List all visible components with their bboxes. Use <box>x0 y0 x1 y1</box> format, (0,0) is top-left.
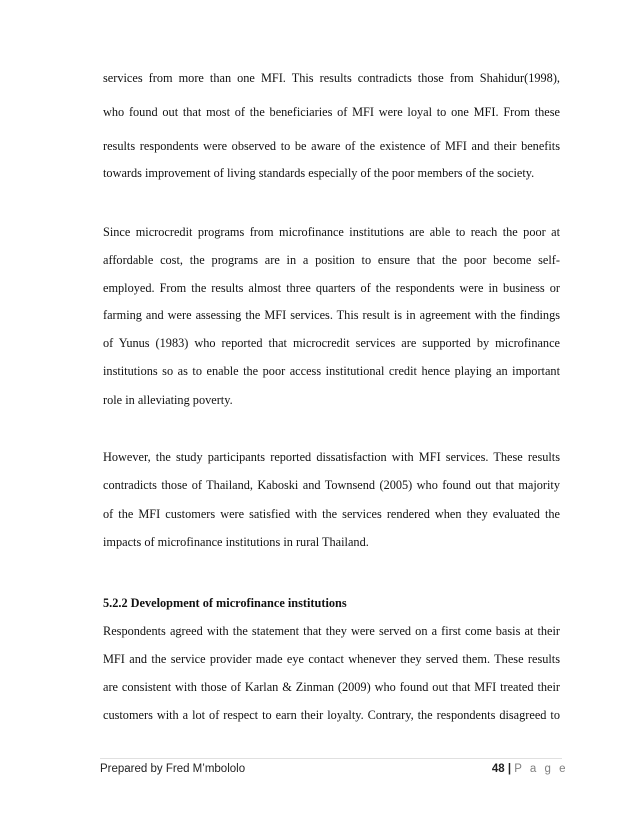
paragraph-2-line-7: role in alleviating poverty. <box>103 393 233 407</box>
footer-author: Prepared by Fred M’mbololo <box>100 763 246 775</box>
footer-divider <box>100 758 562 759</box>
paragraph-2-line-2: affordable cost, the programs are in a position to ensure that the poor become self- <box>103 253 560 267</box>
paragraph-2-line-5: of Yunus (1983) who reported that microcredit services are supported by microfinance <box>103 336 560 350</box>
paragraph-1-line-3: results respondents were observed to be aware of the existence of MFI and their benefits <box>103 139 560 153</box>
section-line-1: Respondents agreed with the statement that they were served on a first come basis at their <box>103 624 560 638</box>
paragraph-3-line-2: contradicts those of Thailand, Kaboski and Townsend (2005) who found out that majority <box>103 478 560 492</box>
page-separator: | <box>507 763 512 775</box>
paragraph-3-line-1: However, the study participants reported dissatisfaction with MFI services. These results <box>103 450 560 464</box>
page-label: P a g e <box>514 763 568 775</box>
footer-page-info <box>492 763 568 775</box>
paragraph-1-line-4: towards improvement of living standards especially of the poor members of the society. <box>103 166 535 180</box>
paragraph-3-line-4: impacts of microfinance institutions in rural Thailand. <box>103 535 369 549</box>
section-line-2: MFI and the service provider made eye contact whenever they served them. These results <box>103 652 560 666</box>
paragraph-1-line-1: services from more than one MFI. This results contradicts those from Shahidur(1998), <box>103 71 560 85</box>
paragraph-2-line-1: Since microcredit programs from microfinance institutions are able to reach the poor at <box>103 225 560 239</box>
section-line-3: are consistent with those of Karlan & Zinman (2009) who found out that MFI treated their <box>103 680 560 694</box>
paragraph-2-line-6: institutions so as to enable the poor access institutional credit hence playing an important <box>103 364 560 378</box>
section-heading: 5.2.2 Development of microfinance institutions <box>103 596 347 610</box>
paragraph-1-line-2: who found out that most of the beneficiaries of MFI were loyal to one MFI. From these <box>103 105 560 119</box>
paragraph-2-line-3: employed. From the results almost three quarters of the respondents were in business or <box>103 281 560 295</box>
paragraph-2-line-4: farming and were assessing the MFI services. This result is in agreement with the findings <box>103 308 560 322</box>
paragraph-3-line-3: of the MFI customers were satisfied with the services rendered when they evaluated the <box>103 507 560 521</box>
section-line-4: customers with a lot of respect to earn their loyalty. Contrary, the respondents disagreed to <box>103 708 560 722</box>
page-number: 48 <box>491 763 505 775</box>
